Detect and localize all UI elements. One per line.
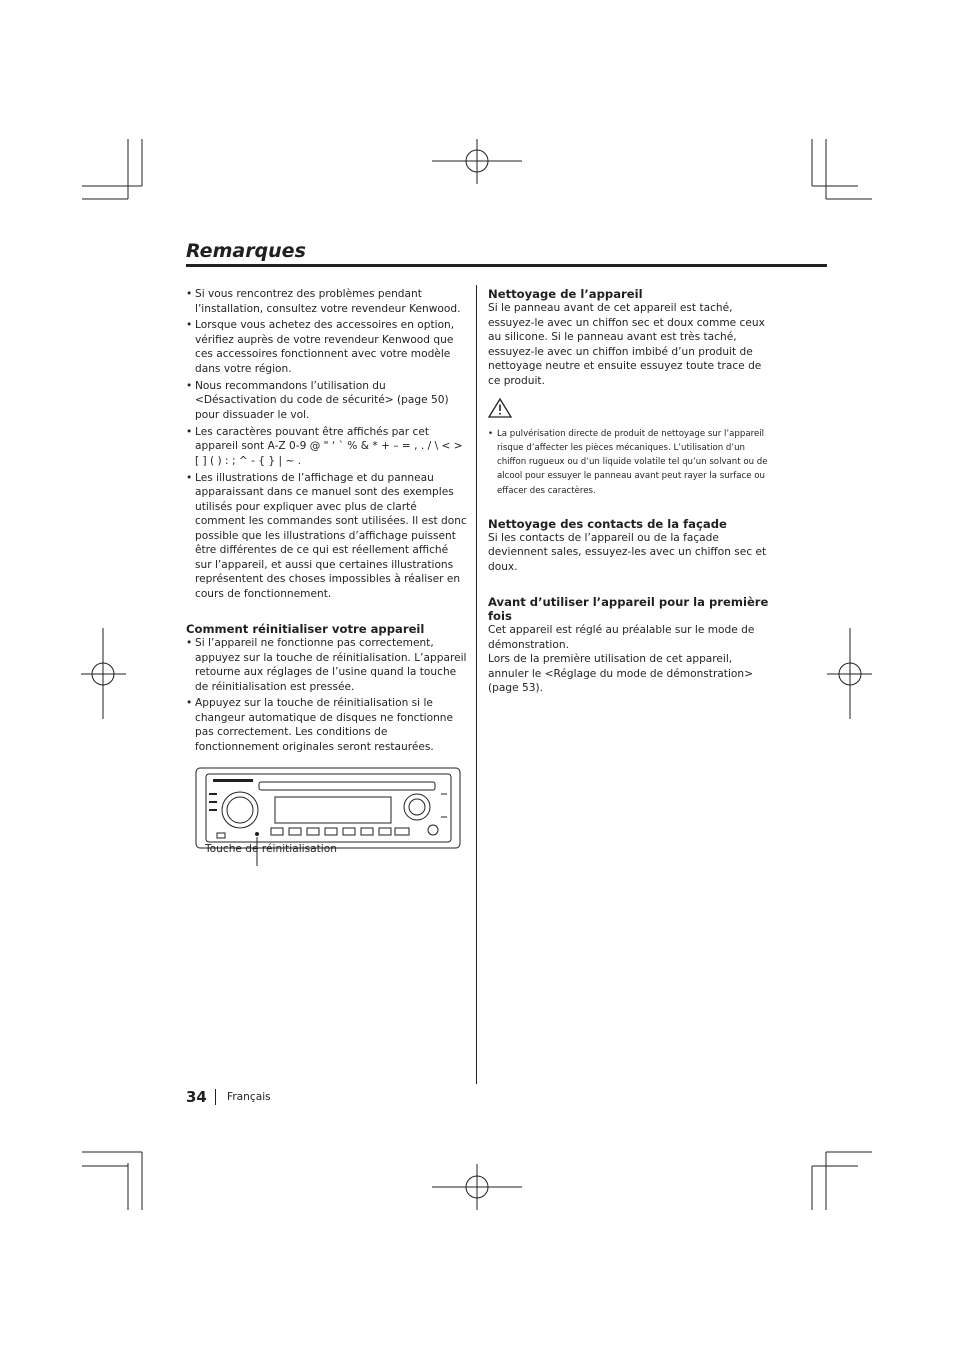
first-use-text-2: Lors de la première utilisation de cet appareil, annuler le <Réglage du mode de démonstration> (page 53). — [488, 653, 753, 695]
caution-list — [488, 427, 770, 498]
list-item: • La pulvérisation directe de produit de nettoyage sur l’appareil risque d’affecter les pièces mécaniques. L’utilisation d’un chiffon rugueux ou d’un liquide volatile tel qu’un solvant ou de alcool pour essuyer le panneau avant peut rayer la surface ou effacer des caractères. — [488, 427, 770, 498]
cleaning-unit-heading: Nettoyage de l’appareil — [488, 287, 643, 301]
list-item: • Nous recommandons l’utilisation du <Désactivation du code de sécurité> (page 50) pour dissuader le vol. — [186, 379, 468, 423]
list-item: • Les illustrations de l’affichage et du panneau apparaissant dans ce manuel sont des exemples utilisés pour expliquer avec plus de clarté comment les commandes sont utilisées. Il est donc possible que les illustrations d’affichage puissent être différentes de ce qui est réellement affiché sur l’appareil, et aussi que certaines illustrations représentent des choses impossibles à réaliser en cours de fonctionnement. — [186, 471, 468, 602]
right-column — [488, 287, 770, 696]
title-underline — [186, 264, 827, 267]
column-divider — [476, 285, 477, 1084]
left-column — [186, 287, 468, 872]
list-item: • Lorsque vous achetez des accessoires en option, vérifiez auprès de votre revendeur Kenwood que ces accessoires fonctionnent avec votre modèle dans votre région. — [186, 318, 468, 376]
first-use-heading: Avant d’utiliser l’appareil pour la première fois — [488, 595, 769, 624]
page-number: 34 — [186, 1088, 207, 1106]
cleaning-contacts-heading: Nettoyage des contacts de la façade — [488, 516, 727, 531]
list-item: • Les caractères pouvant être affichés par cet appareil sont A-Z 0-9 @ " ‘ ` % & * + – = , . / \ < > [ ] ( ) : ; ^ - { } | ~ . — [186, 425, 468, 469]
first-use-text: Cet appareil est réglé au préalable sur le mode de démonstration. — [488, 624, 755, 651]
reset-list — [186, 636, 468, 754]
cleaning-unit-text: Si le panneau avant de cet appareil est taché, essuyez-le avec un chiffon sec et doux comme ceux au silicone. Si le panneau avant est très taché, essuyez-le avec un chiffon imbibé d’un produit de nettoyage neutre et ensuite essuyez toute trace de ce produit. — [488, 302, 765, 387]
list-item: • Appuyez sur la touche de réinitialisation si le changeur automatique de disques ne fonctionne pas correctement. Les conditions de fonctionnement originales seront restaurées. — [186, 696, 468, 754]
warning-triangle-icon — [488, 398, 512, 418]
footer-language: Français — [227, 1091, 271, 1103]
footer-divider — [215, 1089, 216, 1105]
figure-caption: Touche de réinitialisation — [205, 843, 337, 855]
page-title: Remarques — [186, 240, 306, 262]
list-item: • Si vous rencontrez des problèmes pendant l’installation, consultez votre revendeur Kenwood. — [186, 287, 468, 316]
cleaning-contacts-text: Si les contacts de l’appareil ou de la façade deviennent sales, essuyez-les avec un chiffon sec et doux. — [488, 531, 767, 573]
remarks-list — [186, 287, 468, 601]
reset-heading: Comment réinitialiser votre appareil — [186, 622, 425, 637]
list-item: • Si l’appareil ne fonctionne pas correctement, appuyez sur la touche de réinitialisation. L’appareil retourne aux réglages de l’usine quand la touche de réinitialisation est pressée. — [186, 636, 468, 694]
